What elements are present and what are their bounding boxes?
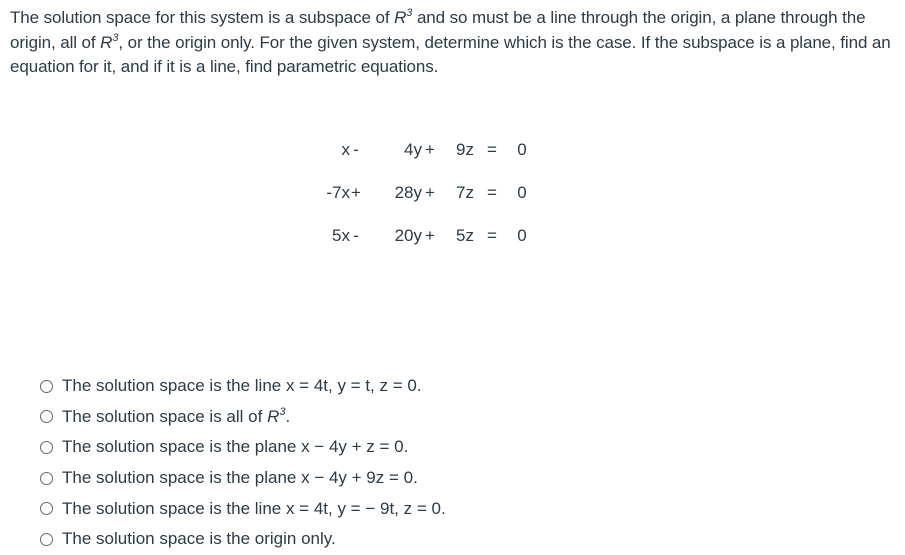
operator: - [353, 226, 359, 245]
y-term: 20y [394, 226, 422, 245]
r3-exponent: 3 [279, 405, 286, 418]
question-text-part3: , or the origin only. For the given system, determine which is the case. If the subspace is a plane, find an equation for it, and if it is a line, find parametric equations. [10, 32, 891, 76]
operator: + [425, 140, 435, 159]
operator: + [425, 226, 435, 245]
rhs-value: 0 [517, 226, 527, 245]
radio-button[interactable] [40, 441, 53, 454]
r3-exponent: 3 [406, 7, 413, 19]
x-term: x [341, 140, 350, 159]
r3-base: R [267, 406, 280, 426]
radio-button[interactable] [40, 472, 53, 485]
x-term: 5x [332, 226, 350, 245]
answer-option-line-4t-t-0[interactable] [40, 371, 446, 402]
z-term: 7z [456, 183, 474, 202]
answer-option-all-r3[interactable] [40, 402, 446, 433]
answer-option-plane-x-4y-z[interactable] [40, 432, 446, 463]
r3-symbol [100, 33, 118, 52]
option-label-post: . [285, 406, 291, 426]
equals-sign: = [487, 226, 497, 245]
option-label: The solution space is the line x = 4t, y = t, z = 0. [62, 376, 422, 396]
operator: - [353, 140, 359, 159]
operator: + [425, 183, 435, 202]
radio-button[interactable] [40, 502, 53, 515]
answer-option-origin-only[interactable] [40, 524, 446, 555]
radio-button[interactable] [40, 380, 53, 393]
r3-symbol [394, 8, 412, 27]
equals-sign: = [487, 183, 497, 202]
r3-symbol [267, 407, 285, 426]
question-text [10, 6, 895, 80]
r3-exponent: 3 [112, 31, 119, 44]
equals-sign: = [487, 140, 497, 159]
option-label: The solution space is the line x = 4t, y = − 9t, z = 0. [62, 498, 446, 518]
rhs-value: 0 [517, 140, 527, 159]
radio-button[interactable] [40, 533, 53, 546]
radio-button[interactable] [40, 410, 53, 423]
z-term: 5z [456, 226, 474, 245]
option-label: The solution space is the origin only. [62, 529, 336, 549]
y-term: 4y [404, 140, 422, 159]
rhs-value: 0 [517, 183, 527, 202]
answer-option-plane-x-4y-9z[interactable] [40, 463, 446, 494]
answer-option-line-4t-neg9t-0[interactable] [40, 493, 446, 524]
option-label-pre: The solution space is all of [62, 406, 268, 426]
x-term: -7x [326, 183, 350, 202]
r3-base: R [100, 32, 113, 52]
answer-options [40, 371, 446, 555]
option-label [62, 407, 290, 427]
operator: + [351, 183, 361, 202]
z-term: 9z [456, 140, 474, 159]
question-text-part2: and so must be a line through the origin, a plane through the origin, all of [10, 8, 866, 52]
y-term: 28y [394, 183, 422, 202]
option-label: The solution space is the plane x − 4y + z = 0. [62, 437, 409, 457]
r3-base: R [394, 8, 407, 27]
option-label: The solution space is the plane x − 4y + 9z = 0. [62, 468, 418, 488]
question-text-part1: The solution space for this system is a subspace of [10, 8, 395, 27]
